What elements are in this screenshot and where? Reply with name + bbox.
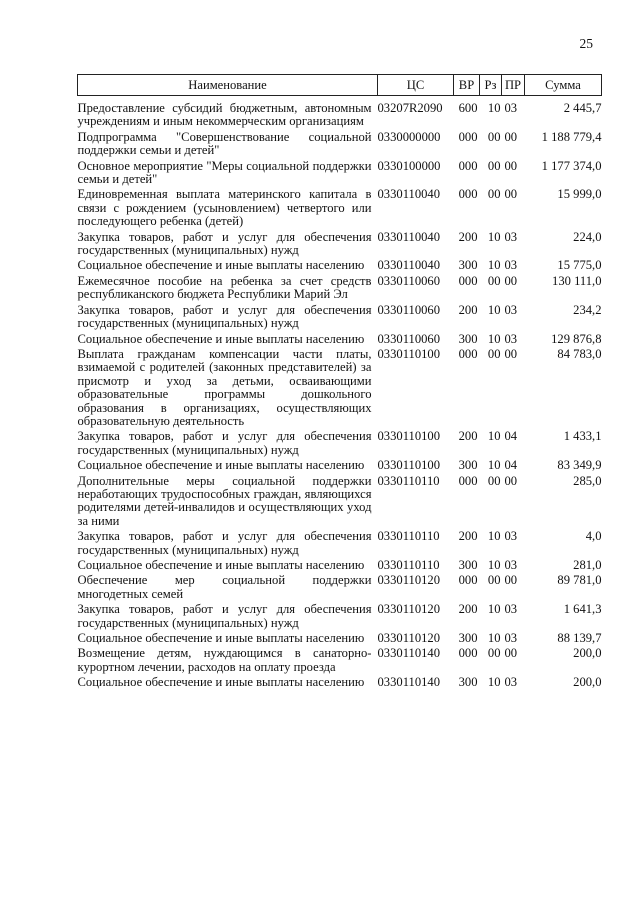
- row-sum: 1 188 779,4: [541, 129, 602, 144]
- row-sum: 129 876,8: [551, 331, 602, 346]
- table-row: [78, 676, 602, 691]
- row-rz: 00: [487, 273, 501, 288]
- row-sum: 130 111,0: [552, 273, 602, 288]
- row-pr: 00: [504, 158, 518, 173]
- row-vr: 300: [458, 558, 478, 572]
- row-vr: 000: [458, 187, 478, 202]
- row-name: Обеспечение мер социальной поддержки многодетных семей: [77, 573, 372, 601]
- table-row: [78, 647, 602, 676]
- row-pr: 03: [504, 258, 518, 273]
- row-vr: 000: [458, 473, 478, 488]
- row-pr: 00: [504, 346, 518, 361]
- row-cs: 0330110060: [377, 273, 441, 288]
- header-rz: Рз: [480, 75, 502, 96]
- row-cs: 03207R2090: [377, 101, 443, 115]
- table-row: [78, 131, 602, 160]
- table-row: [78, 348, 602, 430]
- row-name: Закупка товаров, работ и услуг для обеспечения государственных (муниципальных) нужд: [77, 302, 372, 331]
- row-sum: 1 177 374,0: [541, 158, 602, 173]
- row-rz: 10: [487, 631, 501, 646]
- row-pr: 03: [504, 631, 518, 646]
- row-name: Социальное обеспечение и иные выплаты населению: [77, 631, 365, 646]
- row-vr: 300: [458, 631, 478, 646]
- table-row: [78, 231, 602, 260]
- table-row: [78, 275, 602, 304]
- row-vr: 200: [458, 229, 478, 244]
- row-sum: 281,0: [573, 558, 602, 572]
- row-pr: 03: [504, 229, 518, 244]
- row-cs: 0330110120: [377, 602, 441, 617]
- header-sum: Сумма: [525, 75, 602, 96]
- row-pr: 03: [504, 558, 518, 572]
- row-rz: 00: [487, 187, 501, 202]
- row-cs: 0330100000: [377, 158, 441, 173]
- row-cs: 0330110040: [377, 187, 441, 202]
- header-vr: ВР: [454, 75, 480, 96]
- row-sum: 200,0: [573, 646, 602, 661]
- row-name: Социальное обеспечение и иные выплаты населению: [77, 258, 365, 273]
- row-pr: 00: [504, 187, 518, 202]
- table-row: [78, 96, 602, 131]
- row-vr: 000: [458, 158, 478, 173]
- table-row: [78, 304, 602, 333]
- row-pr: 00: [504, 473, 518, 488]
- table-header: [78, 75, 602, 96]
- table-row: [78, 475, 602, 531]
- row-name: Ежемесячное пособие на ребенка за счет средств республиканского бюджета Республики Марий Эл: [77, 273, 372, 302]
- header-name: Наименование: [78, 75, 378, 96]
- row-sum: 89 781,0: [557, 573, 602, 588]
- table-row: [78, 632, 602, 647]
- row-cs: 0330110120: [377, 631, 441, 646]
- row-cs: 0330110100: [377, 346, 441, 361]
- row-rz: 10: [487, 558, 501, 572]
- row-name: Единовременная выплата материнского капитала в связи с рождением (усыновлением) четвертого или последующего ребенка (детей): [77, 187, 372, 229]
- row-name: Закупка товаров, работ и услуг для обеспечения государственных (муниципальных) нужд: [77, 602, 372, 630]
- row-rz: 10: [487, 429, 501, 444]
- header-row: [78, 75, 602, 96]
- row-sum: 4,0: [585, 529, 602, 544]
- row-sum: 15 775,0: [557, 258, 602, 273]
- row-rz: 10: [487, 258, 501, 273]
- row-rz: 00: [487, 473, 501, 488]
- header-cs: ЦС: [378, 75, 454, 96]
- row-vr: 000: [458, 346, 478, 361]
- row-vr: 300: [458, 331, 478, 346]
- row-sum: 2 445,7: [563, 101, 602, 115]
- table-row: [78, 259, 602, 274]
- row-cs: 0330110040: [377, 229, 441, 244]
- row-vr: 300: [458, 675, 478, 690]
- budget-table: [77, 74, 602, 692]
- row-name: Закупка товаров, работ и услуг для обеспечения государственных (муниципальных) нужд: [77, 529, 372, 557]
- row-name: Подпрограмма "Совершенствование социальной поддержки семьи и детей": [77, 129, 372, 158]
- row-vr: 200: [458, 302, 478, 317]
- row-name: Дополнительные меры социальной поддержки неработающих трудоспособных граждан, являющихся родителями детей-инвалидов и осуществляющих уход за ними: [77, 473, 372, 528]
- row-vr: 200: [458, 602, 478, 617]
- table-row: [78, 559, 602, 574]
- row-pr: 03: [504, 602, 518, 617]
- row-name: Закупка товаров, работ и услуг для обеспечения государственных (муниципальных) нужд: [77, 229, 372, 258]
- row-pr: 03: [504, 331, 518, 346]
- row-vr: 000: [458, 129, 478, 144]
- row-rz: 10: [487, 458, 501, 473]
- row-vr: 200: [458, 529, 478, 544]
- row-rz: 00: [487, 129, 501, 144]
- row-rz: 00: [487, 573, 501, 588]
- row-sum: 1 433,1: [563, 429, 602, 444]
- table-row: [78, 603, 602, 632]
- row-rz: 10: [487, 602, 501, 617]
- row-name: Возмещение детям, нуждающимся в санаторно-курортном лечении, расходов на оплату проезда: [77, 646, 372, 674]
- table-row: [78, 459, 602, 474]
- row-rz: 10: [487, 302, 501, 317]
- row-cs: 0330000000: [377, 129, 441, 144]
- row-rz: 10: [487, 529, 501, 544]
- row-vr: 300: [458, 458, 478, 473]
- row-rz: 10: [487, 675, 501, 690]
- row-vr: 000: [458, 273, 478, 288]
- row-name: Социальное обеспечение и иные выплаты населению: [77, 675, 365, 690]
- table-row: [78, 574, 602, 603]
- row-rz: 00: [487, 646, 501, 661]
- table-row: [78, 530, 602, 559]
- table-row: [78, 188, 602, 230]
- header-pr: ПР: [502, 75, 525, 96]
- row-sum: 1 641,3: [563, 602, 602, 617]
- row-pr: 03: [504, 302, 518, 317]
- row-sum: 88 139,7: [557, 631, 602, 646]
- row-cs: 0330110110: [377, 473, 440, 488]
- row-name: Социальное обеспечение и иные выплаты населению: [77, 558, 365, 572]
- page-number: 25: [579, 36, 593, 51]
- table-row: [78, 430, 602, 459]
- row-cs: 0330110060: [377, 331, 441, 346]
- row-pr: 03: [504, 101, 518, 115]
- row-name: Социальное обеспечение и иные выплаты населению: [77, 331, 365, 346]
- row-rz: 00: [487, 346, 501, 361]
- row-pr: 00: [504, 646, 518, 661]
- row-cs: 0330110110: [377, 558, 440, 572]
- row-pr: 04: [504, 429, 518, 444]
- row-vr: 200: [458, 429, 478, 444]
- row-name: Социальное обеспечение и иные выплаты населению: [77, 458, 365, 473]
- row-cs: 0330110140: [377, 646, 441, 661]
- row-pr: 03: [504, 675, 518, 690]
- row-vr: 600: [458, 101, 478, 115]
- row-name: Выплата гражданам компенсации части платы, взимаемой с родителей (законных представителей) за присмотр и уход за детьми, осваивающими образовательные программы дошкольного образования в организациях, осуществляющих образовательную деятельность: [77, 346, 372, 428]
- row-rz: 10: [487, 229, 501, 244]
- row-cs: 0330110040: [377, 258, 441, 273]
- row-pr: 00: [504, 273, 518, 288]
- row-name: Предоставление субсидий бюджетным, автономным учреждениям и иным некоммерческим организациям: [77, 101, 372, 129]
- row-name: Закупка товаров, работ и услуг для обеспечения государственных (муниципальных) нужд: [77, 429, 372, 457]
- row-vr: 300: [458, 258, 478, 273]
- row-cs: 0330110100: [377, 458, 441, 473]
- row-sum: 83 349,9: [557, 458, 602, 473]
- row-sum: 285,0: [573, 473, 602, 488]
- row-sum: 234,2: [573, 302, 602, 317]
- row-pr: 03: [504, 529, 518, 544]
- row-name: Основное мероприятие "Меры социальной поддержки семьи и детей": [77, 158, 372, 187]
- row-rz: 10: [487, 101, 501, 115]
- row-sum: 15 999,0: [557, 187, 602, 202]
- row-vr: 000: [458, 646, 478, 661]
- row-sum: 224,0: [573, 229, 602, 244]
- row-cs: 0330110100: [377, 429, 441, 444]
- row-rz: 00: [487, 158, 501, 173]
- row-rz: 10: [487, 331, 501, 346]
- row-cs: 0330110060: [377, 302, 441, 317]
- table-row: [78, 160, 602, 189]
- row-sum: 84 783,0: [557, 346, 602, 361]
- table-row: [78, 333, 602, 348]
- row-sum: 200,0: [573, 675, 602, 690]
- row-pr: 00: [504, 573, 518, 588]
- row-pr: 04: [504, 458, 518, 473]
- table-body: [78, 96, 602, 692]
- row-vr: 000: [458, 573, 478, 588]
- row-cs: 0330110120: [377, 573, 441, 588]
- row-pr: 00: [504, 129, 518, 144]
- row-cs: 0330110110: [377, 529, 440, 544]
- row-cs: 0330110140: [377, 675, 441, 690]
